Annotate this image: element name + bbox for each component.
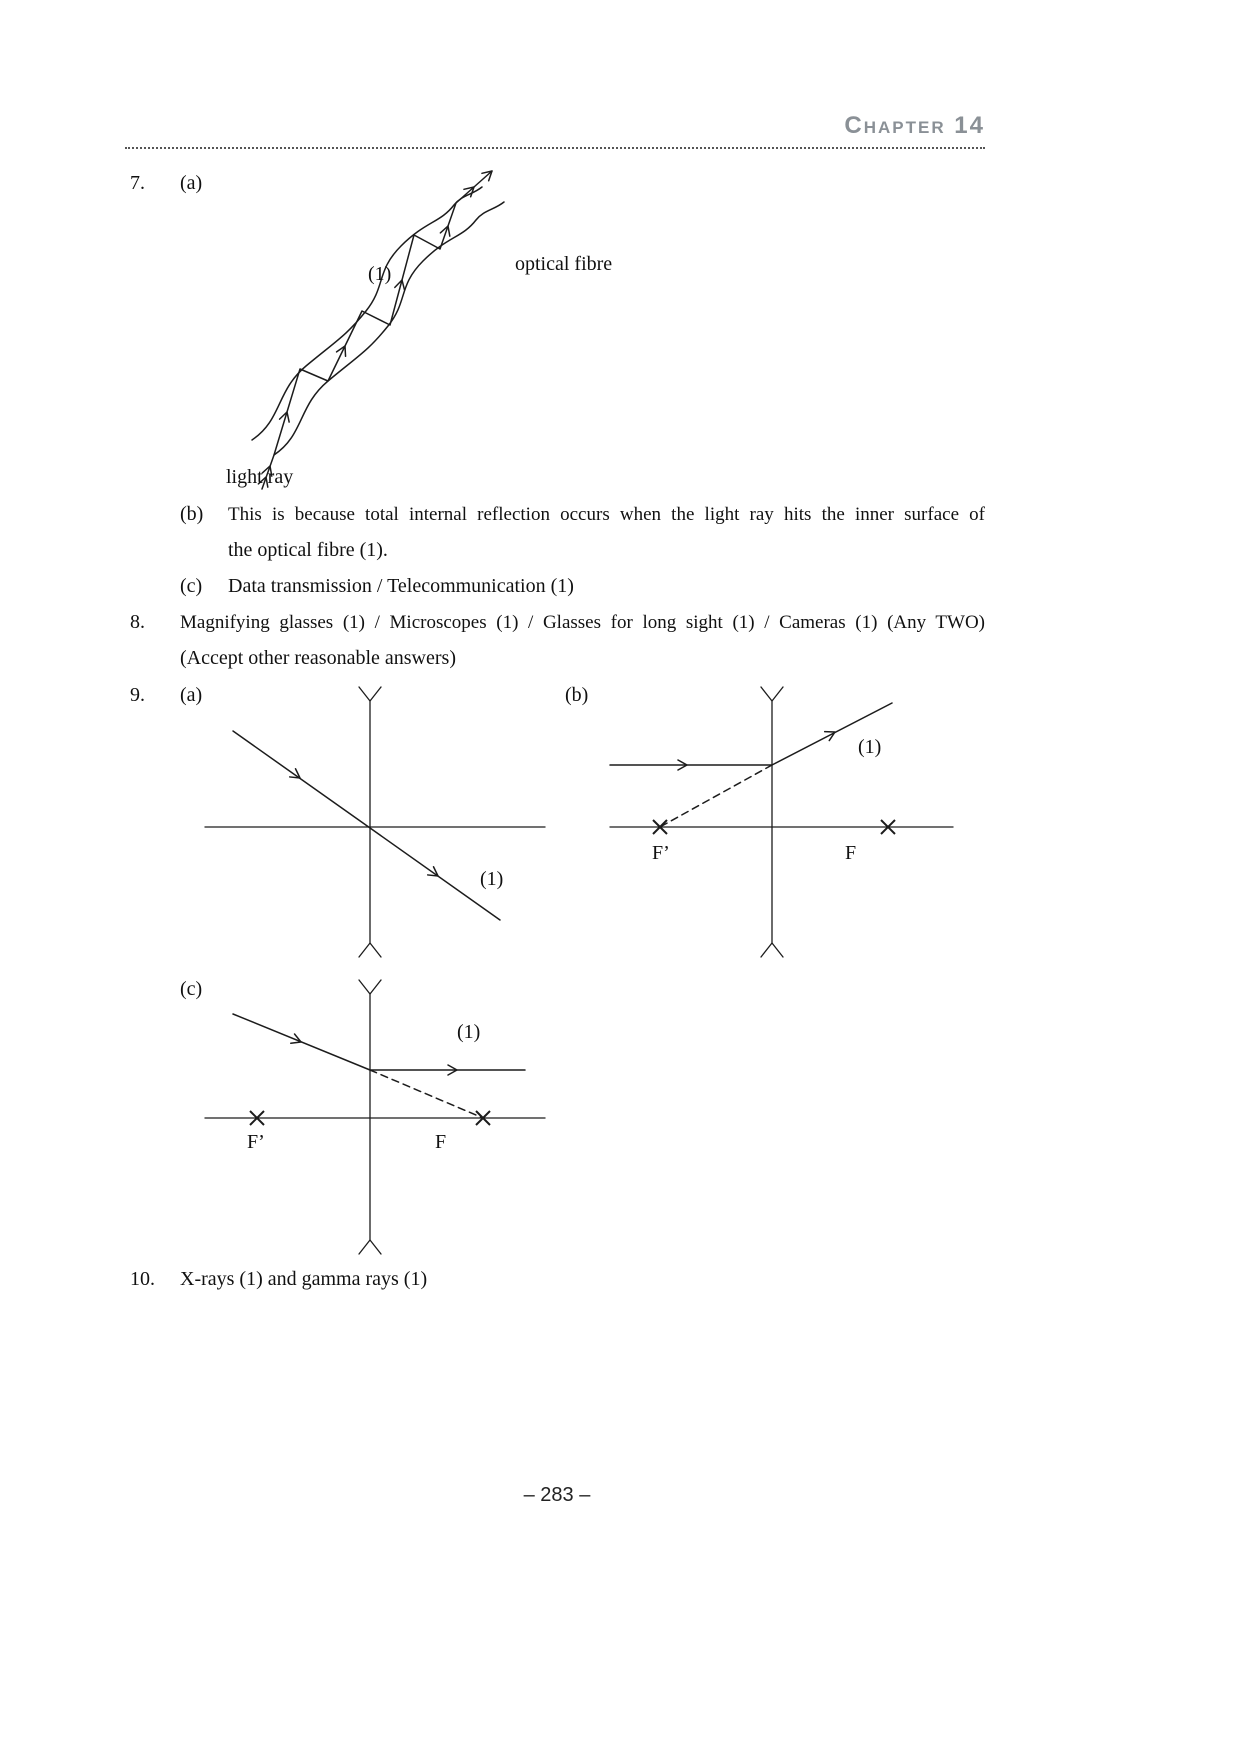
chapter-heading: Chapter 14: [844, 112, 985, 139]
q9c-mark: (1): [457, 1021, 481, 1043]
f-label: F: [435, 1131, 447, 1153]
light-ray-label: light ray: [226, 466, 294, 488]
q9-number: 9.: [130, 684, 145, 706]
q9b-label: (b): [565, 684, 589, 706]
lens-arrowhead-bottom: [359, 1240, 381, 1254]
optical-fibre-label: optical fibre: [515, 253, 613, 275]
lens-arrowhead-bottom: [359, 943, 381, 957]
optical-fibre-diagram: [200, 165, 640, 510]
construction-line: [370, 1070, 483, 1118]
page-number: – 283 –: [523, 1484, 591, 1506]
lens-diagram-a: [195, 685, 565, 970]
q7a-label: (a): [180, 172, 203, 194]
q8-number: 8.: [130, 611, 145, 633]
q7a-mark: (1): [368, 263, 392, 285]
f-prime-label: F’: [652, 842, 670, 864]
q8-text-line-2: (Accept other reasonable answers): [180, 647, 456, 669]
q7b-text-line-2: the optical fibre (1).: [228, 539, 388, 561]
q10-text: X-rays (1) and gamma rays (1): [180, 1268, 428, 1290]
q7-number: 7.: [130, 172, 145, 194]
q7b-label: (b): [180, 503, 204, 525]
q7c-label: (c): [180, 575, 203, 597]
construction-line: [660, 765, 772, 827]
f-prime-label: F’: [247, 1131, 265, 1153]
q9b-mark: (1): [858, 736, 882, 758]
lens-arrowhead-top: [761, 687, 783, 701]
fibre-wall-lower: [274, 202, 504, 455]
f-label: F: [845, 842, 857, 864]
q7b-text-line-1: This is because total internal reflection occurs when the light ray hits the inner surface of: [228, 504, 985, 525]
lens-arrowhead-top: [359, 687, 381, 701]
q9c-label: (c): [180, 978, 203, 1000]
q9a-mark: (1): [480, 868, 504, 890]
light-ray: [233, 731, 500, 920]
q8-text-line-1: Magnifying glasses (1) / Microscopes (1) / Glasses for long sight (1) / Cameras (1) (Any TWO): [180, 612, 985, 633]
lens-arrowhead-top: [359, 980, 381, 994]
lens-diagram-b: [595, 685, 990, 970]
lens-diagram-c: [195, 980, 565, 1280]
light-ray-zigzag: [262, 171, 492, 489]
q9a-label: (a): [180, 684, 203, 706]
chapter-divider-rule: [125, 147, 985, 149]
q7c-text: Data transmission / Telecommunication (1): [228, 575, 574, 597]
q10-number: 10.: [130, 1268, 155, 1290]
lens-arrowhead-bottom: [761, 943, 783, 957]
